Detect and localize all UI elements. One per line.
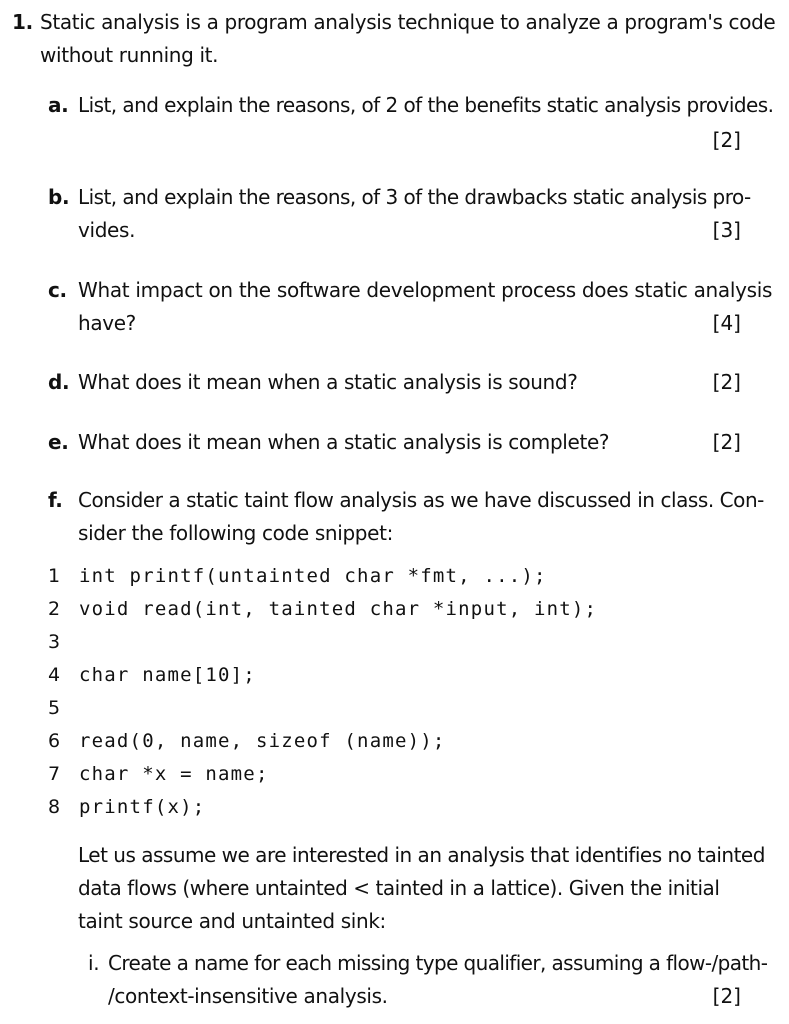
- code-line-text: void read(int, tainted char *input, int);: [79, 598, 598, 620]
- question-number: 1.: [12, 10, 33, 34]
- code-line-text: char name[10];: [79, 664, 256, 686]
- code-line: [48, 762, 269, 786]
- part-e-text: What does it mean when a static analysis is complete?: [78, 430, 610, 454]
- code-line: [48, 795, 205, 819]
- part-b-label: b.: [48, 185, 70, 209]
- part-f-text-line-1: Consider a static taint flow analysis as we have discussed in class. Con-: [78, 488, 764, 512]
- part-c-marks: [4]: [712, 311, 741, 335]
- part-c-label: c.: [48, 278, 67, 302]
- code-line: [48, 630, 79, 654]
- part-a-label: a.: [48, 93, 69, 117]
- code-line-number: 1: [48, 565, 61, 587]
- part-b-text-line-2: vides.: [78, 218, 136, 242]
- part-c-text-line-2: have?: [78, 311, 136, 335]
- question-intro-line-2: without running it.: [40, 43, 219, 67]
- followup-line-2: data flows (where untainted < tainted in a lattice). Given the initial: [78, 876, 720, 900]
- part-e-marks: [2]: [712, 430, 741, 454]
- question-intro-line-1: Static analysis is a program analysis technique to analyze a program's code: [40, 10, 776, 34]
- code-line-text: printf(x);: [79, 796, 206, 818]
- subpart-i-label: i.: [88, 951, 100, 975]
- part-f-text-line-2: sider the following code snippet:: [78, 521, 393, 545]
- code-line-number: 8: [48, 796, 61, 818]
- code-line: [48, 696, 79, 720]
- code-line: [48, 729, 446, 753]
- code-line-text: char *x = name;: [79, 763, 269, 785]
- part-b-marks: [3]: [712, 218, 741, 242]
- part-b-text-line-1: List, and explain the reasons, of 3 of the drawbacks static analysis pro-: [78, 185, 751, 209]
- part-a-text: List, and explain the reasons, of 2 of the benefits static analysis provides.: [78, 93, 774, 117]
- code-line-number: 2: [48, 598, 61, 620]
- part-e-label: e.: [48, 430, 69, 454]
- part-d-marks: [2]: [712, 370, 741, 394]
- followup-line-1: Let us assume we are interested in an analysis that identifies no tainted: [78, 843, 765, 867]
- part-d-text: What does it mean when a static analysis is sound?: [78, 370, 578, 394]
- code-line: [48, 564, 547, 588]
- subpart-i-text-line-1: Create a name for each missing type qualifier, assuming a flow-/path-: [108, 951, 768, 975]
- code-line-number: 4: [48, 664, 61, 686]
- code-line-text: int printf(untainted char *fmt, ...);: [79, 565, 547, 587]
- code-line-text: read(0, name, sizeof (name));: [79, 730, 446, 752]
- code-line-number: 5: [48, 697, 61, 719]
- code-line-number: 7: [48, 763, 61, 785]
- part-f-label: f.: [48, 488, 63, 512]
- part-d-label: d.: [48, 370, 70, 394]
- code-line-number: 3: [48, 631, 61, 653]
- code-line-number: 6: [48, 730, 61, 752]
- code-line: [48, 663, 256, 687]
- code-line: [48, 597, 597, 621]
- part-c-text-line-1: What impact on the software development process does static analysis: [78, 278, 773, 302]
- subpart-i-marks: [2]: [712, 984, 741, 1008]
- subpart-i-text-line-2: /context-insensitive analysis.: [108, 984, 388, 1008]
- part-a-marks: [2]: [712, 128, 741, 152]
- followup-line-3: taint source and untainted sink:: [78, 909, 386, 933]
